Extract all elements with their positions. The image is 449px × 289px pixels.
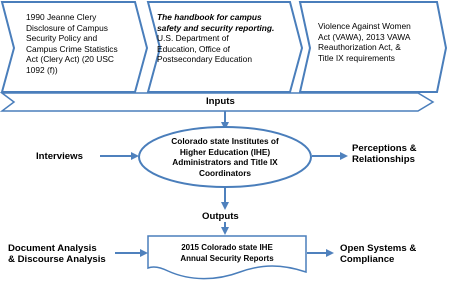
perceptions-line: Perceptions & <box>352 143 417 154</box>
center-line: Higher Education (IHE) <box>179 146 271 157</box>
outputs-label: Outputs <box>202 211 239 222</box>
center-line: Coordinators <box>198 167 252 178</box>
clery-line: 1990 Jeanne Clery <box>26 12 97 22</box>
open-systems-line: Compliance <box>340 254 395 265</box>
perceptions-label <box>352 143 417 165</box>
input-box-clery-act-text <box>26 12 144 76</box>
clery-line: Security Policy and <box>26 33 98 44</box>
handbook-line: U.S. Department of <box>157 33 229 44</box>
input-box-handbook-text <box>157 12 293 65</box>
clery-line: Campus Crime Statistics <box>26 43 118 54</box>
handbook-line: Postsecondary Education <box>157 54 252 65</box>
document-analysis-line: & Discourse Analysis <box>8 254 106 265</box>
document-analysis-line: Document Analysis <box>8 243 97 254</box>
handbook-title-line: The handbook for campus <box>157 12 262 22</box>
input-box-vawa-text <box>318 21 438 63</box>
center-line: Administrators and Title IX <box>172 157 278 167</box>
clery-line: Disclosure of Campus <box>26 22 108 33</box>
vawa-line: Title IX requirements <box>318 52 395 63</box>
open-systems-line: Open Systems & <box>340 243 417 254</box>
vawa-line: Violence Against Women <box>318 21 411 31</box>
center-ellipse-text <box>150 136 300 178</box>
perceptions-line: Relationships <box>352 154 415 165</box>
document-analysis-label <box>8 243 106 265</box>
inputs-label: Inputs <box>206 96 235 107</box>
output-document-text <box>150 243 304 264</box>
center-line: Colorado state Institutes of <box>171 136 279 146</box>
handbook-title-line: safety and security reporting. <box>157 22 275 33</box>
clery-line: 1092 (f)) <box>26 64 58 75</box>
document-line: 2015 Colorado state IHE <box>181 243 273 252</box>
document-line: Annual Security Reports <box>180 253 274 263</box>
interviews-label: Interviews <box>36 151 83 162</box>
vawa-line: Reauthorization Act, & <box>318 42 401 53</box>
open-systems-label <box>340 243 416 265</box>
vawa-line: Act (VAWA), 2013 VAWA <box>318 31 411 42</box>
clery-line: Act (Clery Act) (20 USC <box>26 54 114 65</box>
handbook-line: Education, Office of <box>157 43 230 54</box>
